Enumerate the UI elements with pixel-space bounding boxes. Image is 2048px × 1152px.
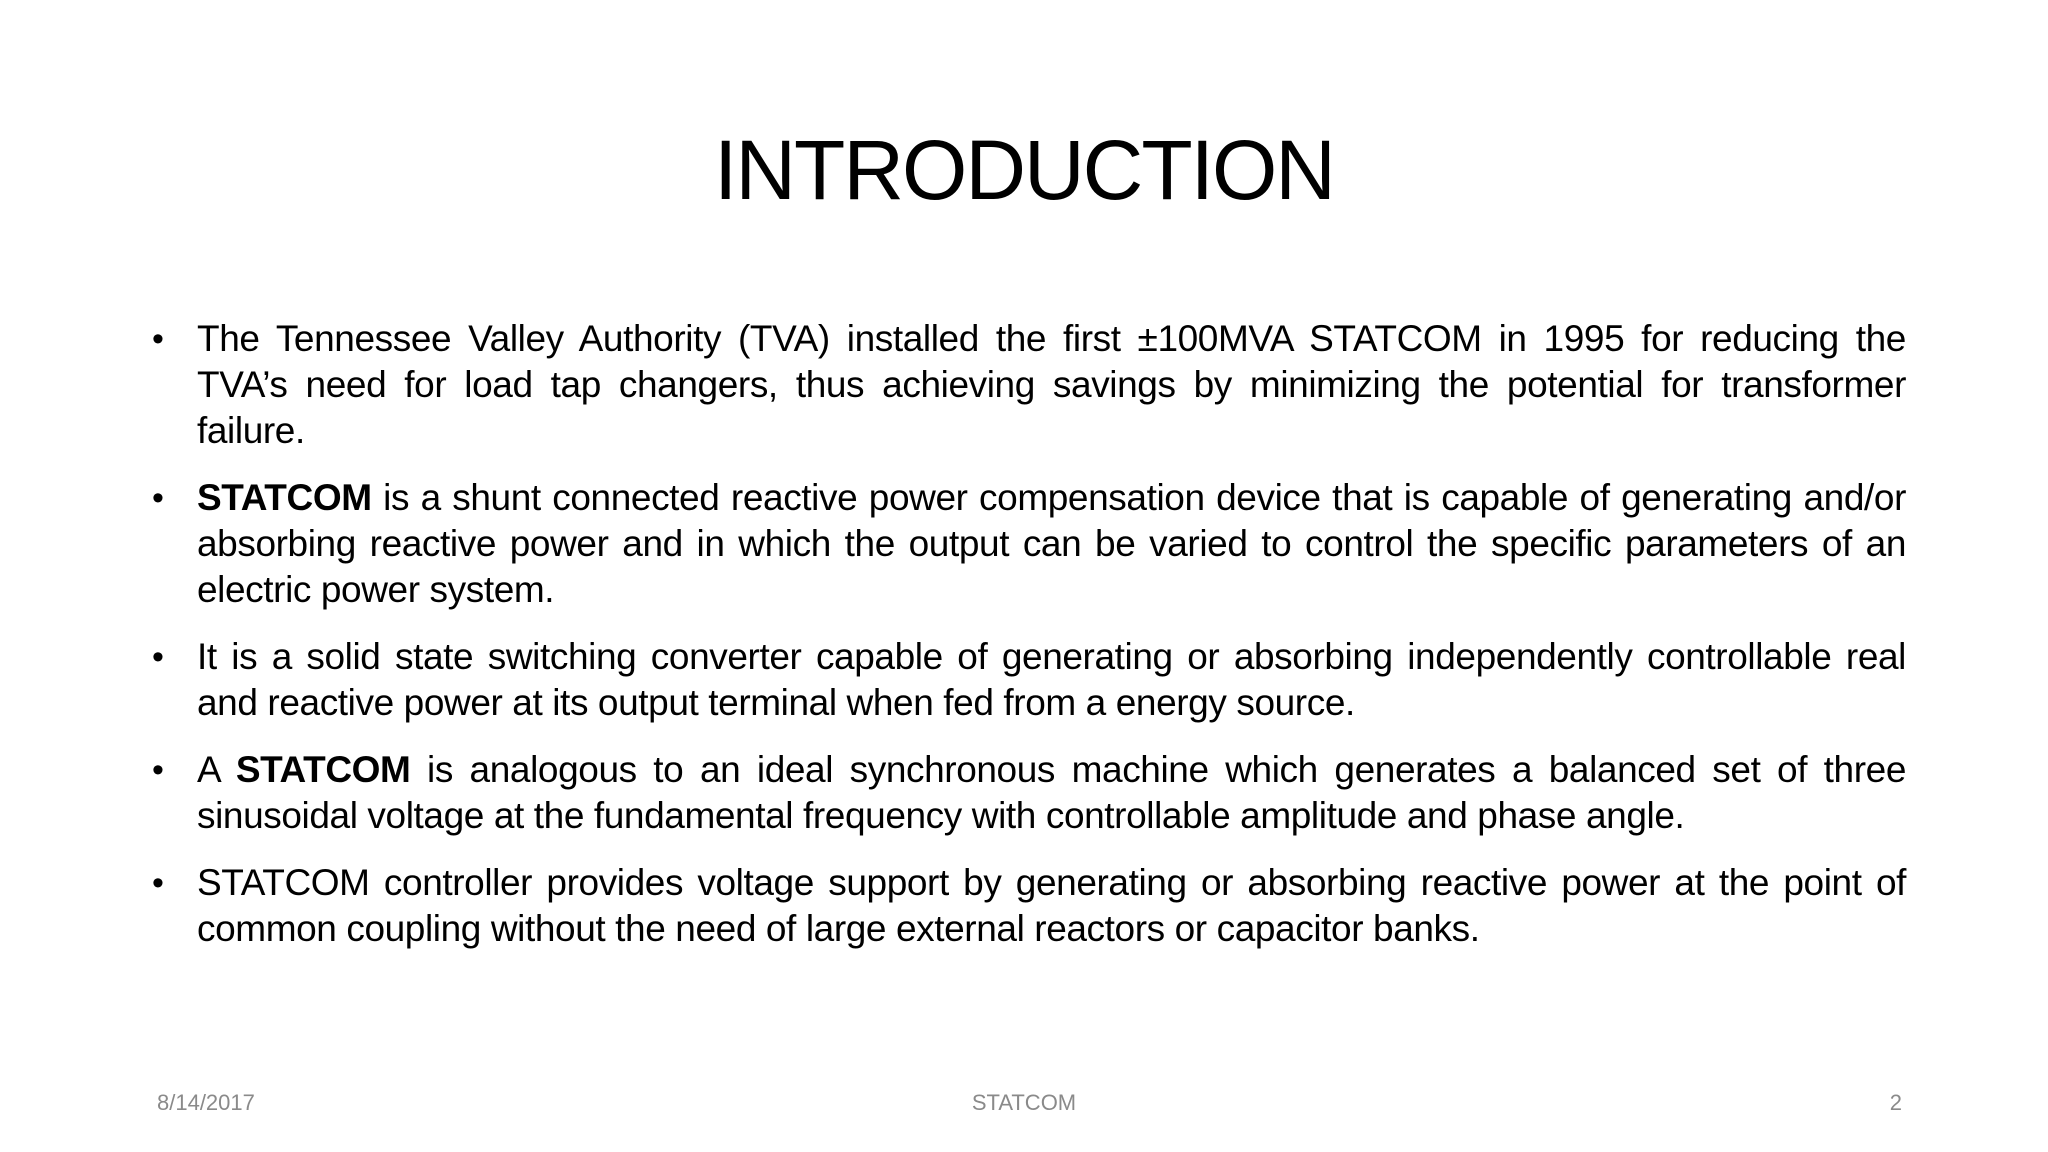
page-number: 2 (1889, 1090, 1902, 1115)
bullet-icon: • (152, 320, 164, 358)
bullet-icon: • (152, 864, 164, 902)
bullet-bold-term: STATCOM (235, 749, 411, 790)
bullet-bold-term: STATCOM (197, 477, 372, 518)
bullet-icon: • (152, 638, 164, 676)
footer-date: 8/14/2017 (157, 1090, 255, 1115)
bullet-text: The Tennessee Valley Authority (TVA) installed the first ±100MVA STATCOM in 1995 for reducing the TVA’s need for load tap changers, thus achieving savings by minimizing the potential for transformer failure. (197, 318, 1906, 451)
bullet-item-2 (150, 475, 1906, 613)
bullet-prefix: A (197, 749, 236, 790)
bullet-icon: • (152, 479, 164, 517)
bullet-item-5 (150, 860, 1906, 952)
bullet-item-1 (150, 316, 1906, 454)
slide-title: INTRODUCTION (714, 123, 1334, 217)
bullet-text: is a shunt connected reactive power compensation device that is capable of generating and/or absorbing reactive power and in which the output can be varied to control the specific parameters of an electric power system. (197, 477, 1906, 610)
bullet-icon: • (152, 751, 164, 789)
bullet-text: is analogous to an ideal synchronous machine which generates a balanced set of three sinusoidal voltage at the fundamental frequency with controllable amplitude and phase angle. (197, 749, 1906, 836)
bullet-item-4 (150, 747, 1906, 839)
bullet-item-3 (150, 634, 1906, 726)
bullet-text: It is a solid state switching converter capable of generating or absorbing independently controllable real and reactive power at its output terminal when fed from a energy source. (197, 636, 1906, 723)
bullet-list (150, 316, 1906, 973)
bullet-text: STATCOM controller provides voltage support by generating or absorbing reactive power at the point of common coupling without the need of large external reactors or capacitor banks. (197, 862, 1906, 949)
footer-title: STATCOM (971, 1090, 1077, 1115)
